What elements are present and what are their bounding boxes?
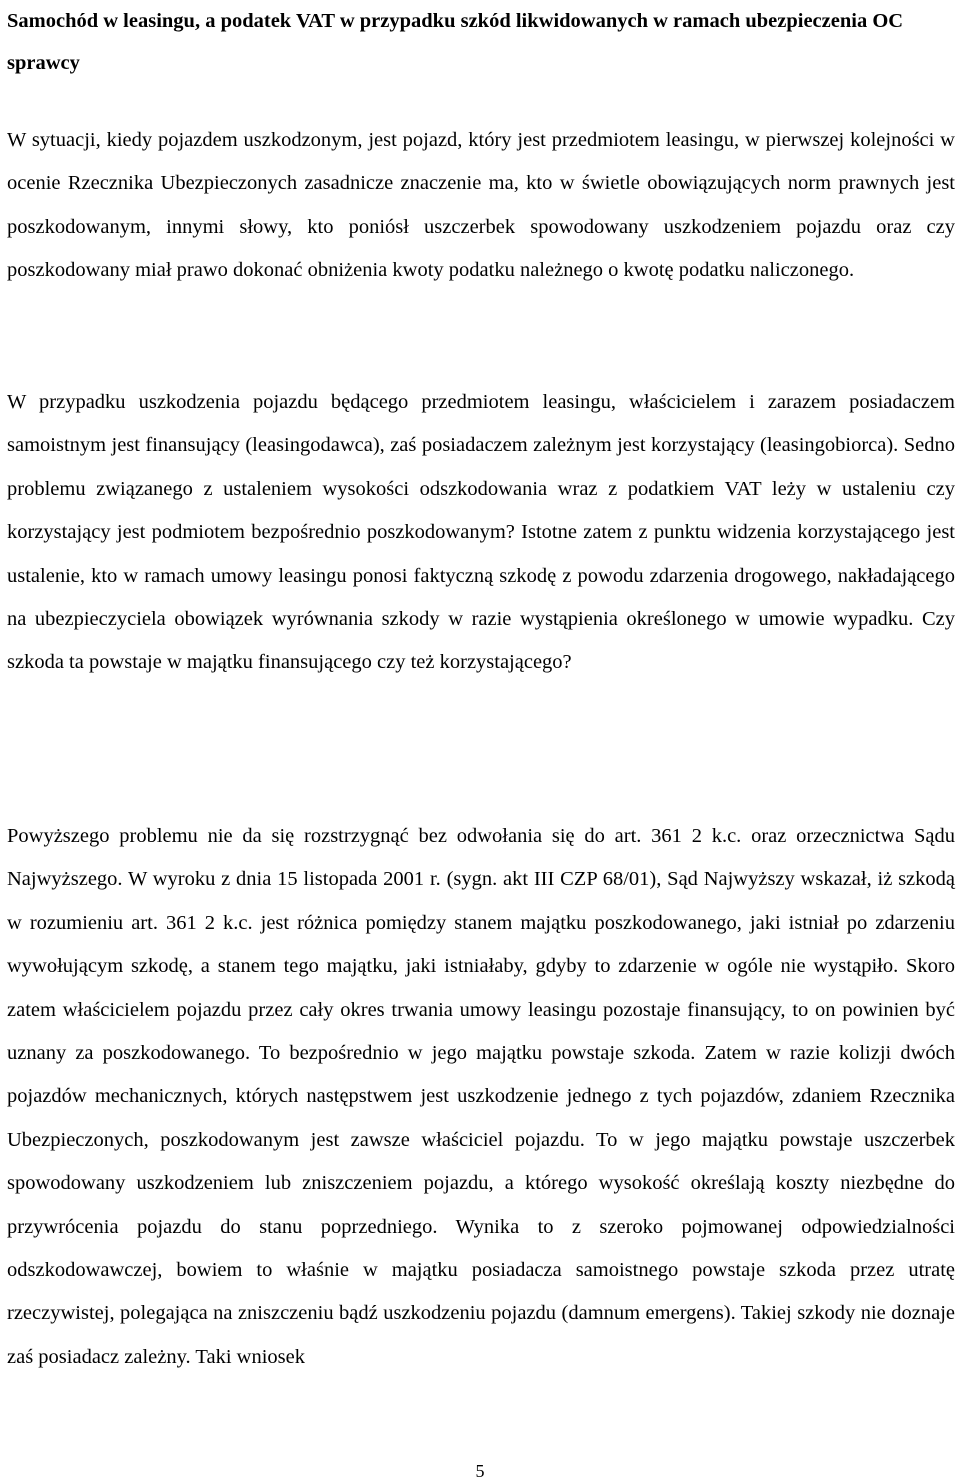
document-title: Samochód w leasingu, a podatek VAT w przypadku szkód likwidowanych w ramach ubezpieczenia OC sprawcy: [7, 10, 904, 74]
paragraph-2: W przypadku uszkodzenia pojazdu będącego przedmiotem leasingu, właścicielem i zarazem posiadaczem samoistnym jest finansujący (leasingodawca), zaś posiadaczem zależnym jest korzystający (leasingobiorca). Sedno problemu związanego z ustaleniem wysokości odszkodowania wraz z podatkiem VAT leży w ustaleniu czy korzystający jest podmiotem bezpośrednio poszkodowanym? Istotne zatem z punktu widzenia korzystającego jest ustalenie, kto w ramach umowy leasingu ponosi faktyczną szkodę z powodu zdarzenia drogowego, nakładającego na ubezpieczyciela obowiązek wyrównania szkody w razie wystąpienia określonego w umowie wypadku. Czy szkoda ta powstaje w majątku finansującego czy też korzystającego?: [7, 391, 955, 674]
document-page: [7, 0, 955, 1368]
paragraph-1: W sytuacji, kiedy pojazdem uszkodzonym, jest pojazd, który jest przedmiotem leasingu, w pierwszej kolejności w ocenie Rzecznika Ubezpieczonych zasadnicze znaczenie ma, kto w świetle obowiązujących norm prawnych jest poszkodowanym, innymi słowy, kto poniósł uszczerbek spowodowany uszkodzeniem pojazdu oraz czy poszkodowany miał prawo dokonać obniżenia kwoty podatku należnego o kwotę podatku naliczonego.: [7, 129, 955, 282]
page-number: 5: [475, 1461, 485, 1481]
paragraph-3: Powyższego problemu nie da się rozstrzygnąć bez odwołania się do art. 361 2 k.c. oraz orzecznictwa Sądu Najwyższego. W wyroku z dnia 15 listopada 2001 r. (sygn. akt III CZP 68/01), Sąd Najwyższy wskazał, iż szkodą w rozumieniu art. 361 2 k.c. jest różnica pomiędzy stanem majątku poszkodowanego, jaki istniał po zdarzeniu wywołującym szkodę, a stanem tego majątku, jaki istniałaby, gdyby to zdarzenie w ogóle nie wystąpiło. Skoro zatem właścicielem pojazdu przez cały okres trwania umowy leasingu pozostaje finansujący, to on powinien być uznany za poszkodowanego. To bezpośrednio w jego majątku powstaje szkoda. Zatem w razie kolizji dwóch pojazdów mechanicznych, których następstwem jest uszkodzenie jednego z tych pojazdów, zdaniem Rzecznika Ubezpieczonych, poszkodowanym jest zawsze właściciel pojazdu. To w jego majątku powstaje uszczerbek spowodowany uszkodzeniem lub zniszczeniem pojazdu, a którego wysokość określają koszty niezbędne do przywrócenia pojazdu do stanu poprzedniego. Wynika to z szeroko pojmowanej odpowiedzialności odszkodowawczej, bowiem to właśnie w majątku posiadacza samoistnego powstaje szkoda przez utratę rzeczywistej, polegająca na zniszczeniu bądź uszkodzeniu pojazdu (damnum emergens). Takiej szkody nie doznaje zaś posiadacz zależny. Taki wniosek: [7, 825, 955, 1368]
